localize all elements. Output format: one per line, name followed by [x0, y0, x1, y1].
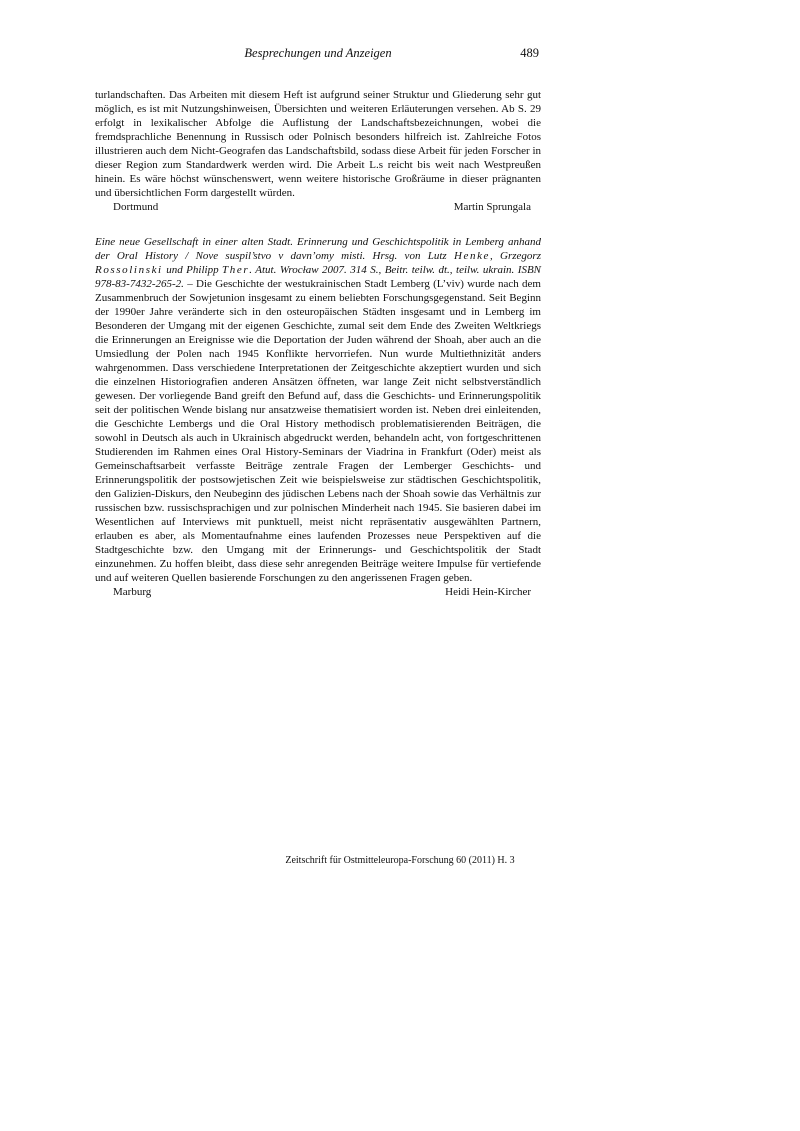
reviewer-name: Heidi Hein-Kircher [445, 586, 531, 598]
running-title: Besprechungen und Anzeigen [244, 46, 392, 60]
page-number: 489 [520, 46, 539, 60]
review-signature [95, 200, 541, 214]
reference-title: Eine neue Gesellschaft in einer alten Stadt. Erinnerung und Geschichtspolitik in Lemberg anhand der Oral History / Nove suspil’stvo v davn’omy misti. Hrsg. von Lutz [95, 236, 541, 262]
review-place: Dortmund [113, 201, 159, 213]
reference-sep: und Philipp [162, 264, 223, 276]
review-continuation [95, 88, 541, 214]
reference-publication: . Atut. Wrocław 2007. 314 S., Beitr. teilw. dt., teilw. ukrain. ISBN 978-83-7432-265-2. [95, 264, 542, 290]
review-lemberg [95, 235, 541, 599]
reviewer-name: Martin Sprungala [453, 201, 531, 213]
editor-name: Henke [453, 250, 491, 262]
editor-name: Rossolinski [95, 264, 163, 276]
review-text [95, 235, 541, 585]
review-place: Marburg [113, 586, 152, 598]
journal-footer: Zeitschrift für Ostmitteleuropa-Forschung 60 (2011) H. 3 [285, 855, 515, 866]
review-signature [95, 585, 541, 599]
review-body: – Die Geschichte der westukrainischen Stadt Lemberg (L’viv) wurde nach dem Zusammenbruch der Sowjetunion insgesamt zu einem beliebten Forschungsgegenstand. Seit Beginn der 1990er Jahre veränderte sich in den osteuropäischen Städten insgesamt und in Lemberg im Besonderen der Umgang mit der eigenen Geschichte, zumal seit dem Ende des Zweiten Weltkriegs die Erinnerungen an Ereignisse wie die Deportation der Juden während der Shoah, aber auch an die Umsiedlung der Polen nach 1945 Konflikte hervorriefen. Nun wurde Multiethnizität anders wahrgenommen. Dass verschiedene Interpretationen der Zeitgeschichte akzeptiert wurden und sich die einzelnen Historiografien anderen Ansätzen öffneten, war lange Zeit nicht selbstverständlich gewesen. Der vorliegende Band greift den Befund auf, dass die Geschichts- und Erinnerungspolitik seit der politischen Wende bislang nur ansatzweise thematisiert worden ist. Neben drei einleitenden, die Geschichte Lembergs und die Oral History methodisch problematisierenden Beiträgen, die sowohl in Deutsch als auch in Ukrainisch abgedruckt werden, behandeln acht, von fortgeschrittenen Studierenden im Rahmen eines Oral History-Seminars der Viadrina in Frankfurt (Oder) meist als Gemeinschaftsarbeit verfasste Beiträge zentrale Fragen der Lemberger Geschichts- und Erinnerungspolitik der postsowjetischen Zeit wie beispielsweise zur städtischen Geschichtspolitik, den Galizien-Diskurs, den Neubeginn des jüdischen Lebens nach der Shoah sowie das Verhältnis zur russischen bzw. russischsprachigen und zur polnischen Minderheit nach 1945. Sie basieren dabei im Wesentlichen auf Interviews mit punktuell, meist nicht repräsentativ ausgewählten Partnern, erlauben es aber, als Momentaufnahme eines laufenden Prozesses neue Perspektiven auf die Stadtgeschichte bzw. den Umgang mit der Erinnerungs- und Geschichtspolitik der Stadt einzunehmen. Zu hoffen bleibt, dass diese sehr anregenden Beiträge weitere Impulse für vertiefende und auf weiteren Quellen basierende Forschungen zu den angerissenen Fragen geben. [95, 278, 541, 584]
page-header [95, 46, 541, 64]
reference-sep: , Grzegorz [490, 250, 541, 262]
review-body: turlandschaften. Das Arbeiten mit diesem Heft ist aufgrund seiner Struktur und Gliederung sehr gut möglich, es ist mit Nutzungshinweisen, Übersichten und weiteren Erläuterungen versehen. Ab S. 29 erfolgt in lexikalischer Abfolge die Auflistung der Landschaftsbezeichnungen, wobei die fremdsprachliche Benennung in Russisch oder Polnisch besonders hilfreich ist. Zahlreiche Fotos illustrieren auch dem Nicht-Geografen das Landschaftsbild, sodass diese Arbeit für jeden Forscher in dieser Region zum Standardwerk werden wird. Die Arbeit L.s reicht bis weit nach Westpreußen hinein. Es wäre höchst wünschenswert, wenn weitere historische Großräume in dieser prägnanten und übersichtlichen Form dargestellt würden. [95, 89, 541, 199]
editor-name: Ther [222, 264, 250, 276]
